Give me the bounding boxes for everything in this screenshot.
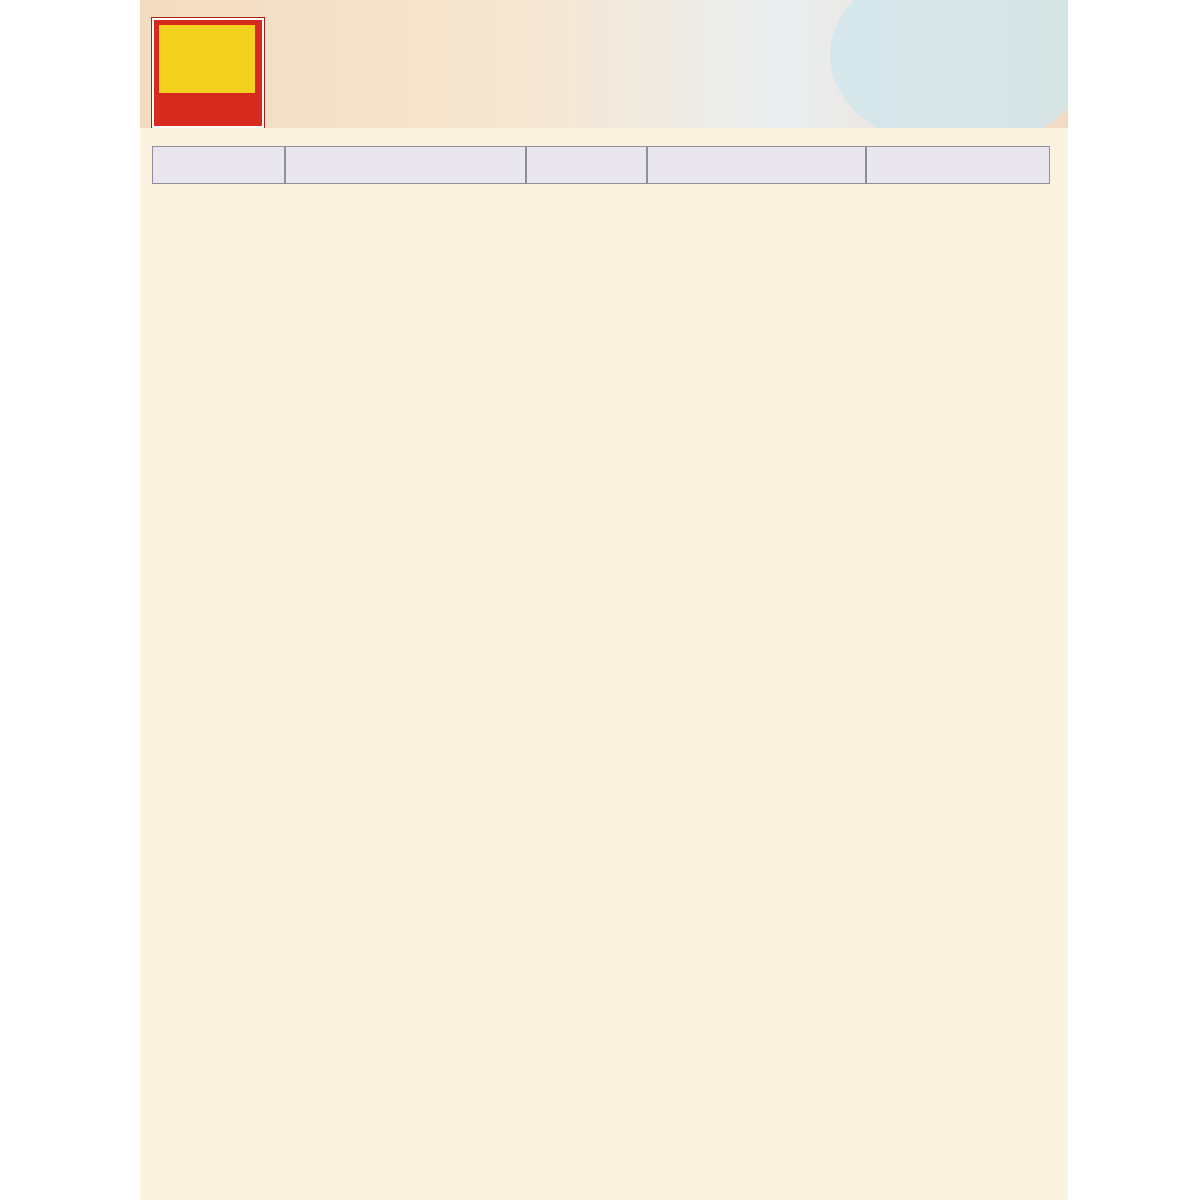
quickstudy-logo bbox=[152, 18, 264, 128]
column-header-sources bbox=[285, 146, 526, 184]
column-header-best-with bbox=[526, 146, 647, 184]
column-header-nutrients bbox=[152, 146, 285, 184]
logo-text bbox=[159, 25, 255, 93]
background-art bbox=[830, 0, 1068, 128]
footer-key bbox=[140, 1172, 1080, 1188]
reference-sheet bbox=[140, 0, 1068, 1200]
table-header bbox=[152, 146, 1050, 184]
column-header-deficiency bbox=[647, 146, 866, 184]
header bbox=[140, 0, 1068, 128]
column-header-toxicity bbox=[866, 146, 1050, 184]
